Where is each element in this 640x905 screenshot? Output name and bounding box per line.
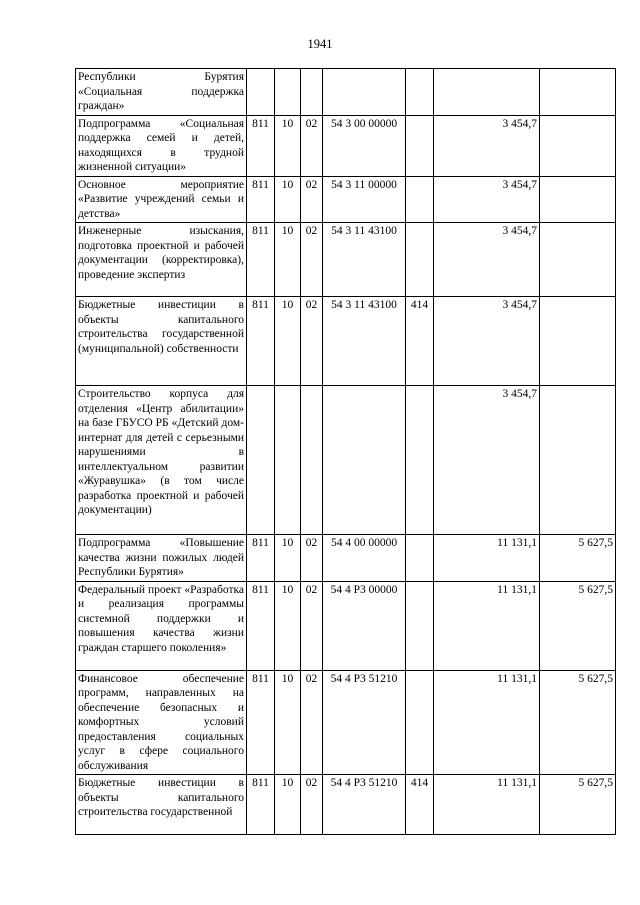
row-pr: 02 (301, 176, 323, 223)
row-sum2 (540, 386, 616, 535)
row-pr: 02 (301, 535, 323, 582)
row-rz: 10 (275, 115, 301, 176)
row-vr: 414 (406, 297, 434, 386)
row-pr: 02 (301, 115, 323, 176)
row-rz (275, 69, 301, 116)
row-name: Бюджетные инвестиции в объекты капитального строительства государственной (76, 775, 247, 835)
row-pr (301, 69, 323, 116)
row-sum2: 5 627,5 (540, 535, 616, 582)
row-vr (406, 176, 434, 223)
table-row (76, 670, 616, 775)
row-name: Подпрограмма «Социальная поддержка семей и детей, находящихся в трудной жизненной ситуации» (76, 115, 247, 176)
row-csr: 54 3 11 43100 (323, 223, 406, 297)
row-sum2 (540, 176, 616, 223)
row-sum1: 3 454,7 (434, 223, 540, 297)
row-rz: 10 (275, 223, 301, 297)
row-name: Основное мероприятие «Развитие учреждений семьи и детства» (76, 176, 247, 223)
table-row (76, 535, 616, 582)
row-sum1: 3 454,7 (434, 176, 540, 223)
row-rz: 10 (275, 176, 301, 223)
row-rz: 10 (275, 775, 301, 835)
row-vr (406, 69, 434, 116)
row-sum2 (540, 223, 616, 297)
row-csr: 54 4 P3 51210 (323, 775, 406, 835)
row-sum2: 5 627,5 (540, 775, 616, 835)
row-rz: 10 (275, 670, 301, 775)
row-sum1: 3 454,7 (434, 115, 540, 176)
row-csr (323, 386, 406, 535)
row-sum2: 5 627,5 (540, 670, 616, 775)
row-csr: 54 3 00 00000 (323, 115, 406, 176)
row-pr: 02 (301, 223, 323, 297)
row-sum2 (540, 69, 616, 116)
row-csr: 54 4 P3 00000 (323, 581, 406, 670)
row-sum1 (434, 69, 540, 116)
row-vr (406, 670, 434, 775)
row-gr: 811 (247, 670, 275, 775)
table-row (76, 115, 616, 176)
row-vr: 414 (406, 775, 434, 835)
row-vr (406, 386, 434, 535)
row-name: Республики Бурятия «Социальная поддержка граждан» (76, 69, 247, 116)
row-sum1: 3 454,7 (434, 386, 540, 535)
row-name: Бюджетные инвестиции в объекты капитального строительства государственной (муниципальной) собственности (76, 297, 247, 386)
row-sum1: 11 131,1 (434, 775, 540, 835)
row-name: Строительство корпуса для отделения «Центр абилитации» на базе ГБУСО РБ «Детский дом-интернат для детей с серьезными нарушениями в интеллектуальном развитии «Журавушка» (в том числе разработка проектной и рабочей документации) (76, 386, 247, 535)
table-row (76, 176, 616, 223)
row-gr (247, 386, 275, 535)
row-gr: 811 (247, 176, 275, 223)
row-pr: 02 (301, 297, 323, 386)
row-csr: 54 3 11 43100 (323, 297, 406, 386)
row-csr (323, 69, 406, 116)
row-csr: 54 3 11 00000 (323, 176, 406, 223)
table-row (76, 297, 616, 386)
row-gr: 811 (247, 581, 275, 670)
row-pr: 02 (301, 670, 323, 775)
row-sum1: 3 454,7 (434, 297, 540, 386)
row-vr (406, 223, 434, 297)
row-sum2 (540, 297, 616, 386)
row-gr (247, 69, 275, 116)
row-pr (301, 386, 323, 535)
budget-table (75, 68, 616, 835)
row-vr (406, 535, 434, 582)
row-vr (406, 581, 434, 670)
table-row (76, 775, 616, 835)
table-row (76, 69, 616, 116)
row-pr: 02 (301, 775, 323, 835)
row-csr: 54 4 P3 51210 (323, 670, 406, 775)
row-sum1: 11 131,1 (434, 581, 540, 670)
row-sum1: 11 131,1 (434, 535, 540, 582)
row-rz: 10 (275, 581, 301, 670)
row-vr (406, 115, 434, 176)
table-row (76, 581, 616, 670)
row-name: Финансовое обеспечение программ, направленных на обеспечение безопасных и комфортных условий предоставления социальных услуг в сфере социального обслуживания (76, 670, 247, 775)
table-row (76, 223, 616, 297)
row-name: Инженерные изыскания, подготовка проектной и рабочей документации (корректировка), проведение экспертиз (76, 223, 247, 297)
row-name: Подпрограмма «Повышение качества жизни пожилых людей Республики Бурятия» (76, 535, 247, 582)
row-gr: 811 (247, 535, 275, 582)
row-gr: 811 (247, 775, 275, 835)
row-gr: 811 (247, 223, 275, 297)
page-number: 1941 (307, 37, 333, 51)
row-sum2: 5 627,5 (540, 581, 616, 670)
row-gr: 811 (247, 115, 275, 176)
row-name: Федеральный проект «Разработка и реализация программы системной поддержки и повышения качества жизни граждан старшего поколения» (76, 581, 247, 670)
row-sum2 (540, 115, 616, 176)
row-rz (275, 386, 301, 535)
row-gr: 811 (247, 297, 275, 386)
row-csr: 54 4 00 00000 (323, 535, 406, 582)
row-pr: 02 (301, 581, 323, 670)
row-rz: 10 (275, 535, 301, 582)
row-sum1: 11 131,1 (434, 670, 540, 775)
table-row (76, 386, 616, 535)
row-rz: 10 (275, 297, 301, 386)
